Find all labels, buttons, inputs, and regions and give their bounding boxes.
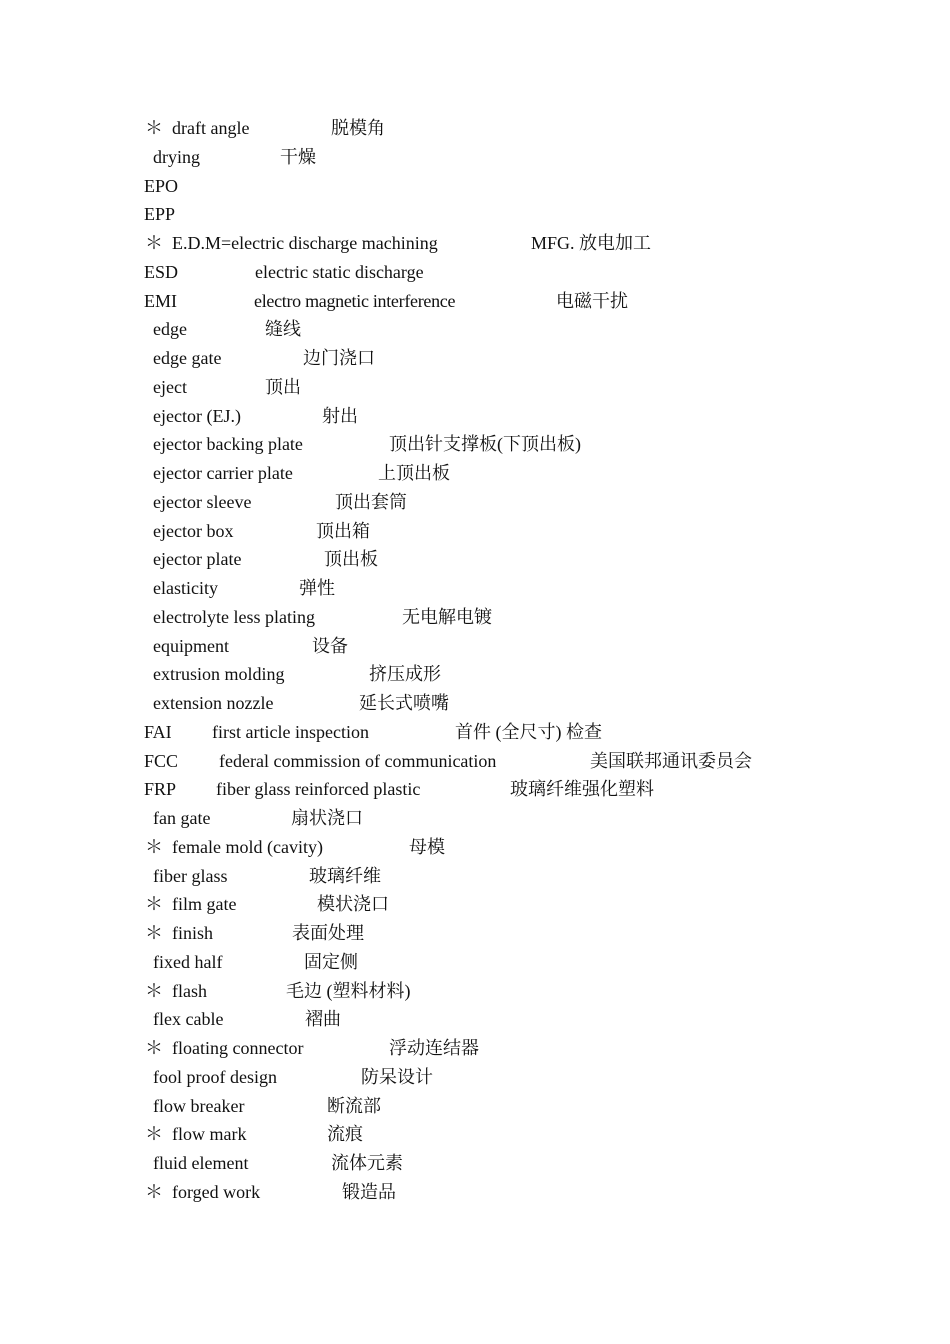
entry-translation: 挤压成形 bbox=[369, 664, 441, 684]
entry-translation: 弹性 bbox=[299, 578, 335, 598]
entry-term: equipment bbox=[153, 636, 229, 656]
entry-term: FRP bbox=[144, 779, 177, 799]
entry-translation: 上顶出板 bbox=[378, 463, 450, 483]
entry-translation: 防呆设计 bbox=[361, 1067, 433, 1087]
entry-translation: 美国联邦通讯委员会 bbox=[590, 751, 752, 771]
star-marker: ＊ bbox=[145, 894, 163, 914]
entry-translation: 浮动连结器 bbox=[389, 1038, 479, 1058]
entry-translation: 断流部 bbox=[327, 1096, 381, 1116]
entry-term: flow mark bbox=[172, 1124, 247, 1144]
entry-term: elasticity bbox=[153, 578, 218, 598]
entry-translation: 顶出板 bbox=[324, 549, 378, 569]
entry-term: floating connector bbox=[172, 1038, 304, 1058]
entry-translation: 延长式喷嘴 bbox=[359, 693, 449, 713]
entry-term: fixed half bbox=[153, 952, 223, 972]
entry-translation: 脱模角 bbox=[331, 118, 385, 138]
entry-term: ejector box bbox=[153, 521, 234, 541]
entry-term: draft angle bbox=[172, 118, 250, 138]
entry-translation: 母模 bbox=[409, 837, 445, 857]
entry-translation: 设备 bbox=[312, 636, 348, 656]
entry-term: FCC bbox=[144, 751, 179, 771]
entry-term: ejector backing plate bbox=[153, 434, 303, 454]
entry-translation: 流体元素 bbox=[331, 1153, 403, 1173]
entry-translation: 褶曲 bbox=[305, 1009, 341, 1029]
entry-term: drying bbox=[153, 147, 200, 167]
entry-translation: 无电解电镀 bbox=[402, 607, 492, 627]
entry-term: electrolyte less plating bbox=[153, 607, 315, 627]
entry-term: fool proof design bbox=[153, 1067, 277, 1087]
entry-term: extension nozzle bbox=[153, 693, 274, 713]
entry-definition: electro magnetic interference bbox=[254, 291, 456, 311]
entry-definition: fiber glass reinforced plastic bbox=[216, 779, 421, 799]
entry-term: ejector sleeve bbox=[153, 492, 252, 512]
entry-term: forged work bbox=[172, 1182, 261, 1202]
star-marker: ＊ bbox=[145, 923, 163, 943]
entry-translation: 边门浇口 bbox=[303, 348, 375, 368]
entry-translation: 顶出套筒 bbox=[335, 492, 407, 512]
entry-term: EMI bbox=[144, 291, 177, 311]
entry-translation: 顶出 bbox=[265, 377, 301, 397]
entry-translation: MFG. 放电加工 bbox=[531, 233, 652, 253]
entry-translation: 表面处理 bbox=[292, 923, 364, 943]
entry-translation: 首件 (全尺寸) 检查 bbox=[455, 722, 602, 742]
entry-translation: 毛边 (塑料材料) bbox=[286, 981, 411, 1001]
entry-term: ESD bbox=[144, 262, 179, 282]
star-marker: ＊ bbox=[145, 837, 163, 857]
star-marker: ＊ bbox=[145, 981, 163, 1001]
entry-translation: 电磁干扰 bbox=[556, 291, 628, 311]
entry-term: female mold (cavity) bbox=[172, 837, 323, 857]
entry-term: ejector (EJ.) bbox=[153, 406, 241, 426]
entry-term: E.D.M=electric discharge machining bbox=[172, 233, 438, 253]
entry-translation: 锻造品 bbox=[342, 1182, 396, 1202]
entry-translation: 流痕 bbox=[327, 1124, 363, 1144]
entry-translation: 顶出箱 bbox=[316, 521, 370, 541]
entry-translation: 干燥 bbox=[280, 147, 316, 167]
star-marker: ＊ bbox=[145, 233, 163, 253]
entry-term: fan gate bbox=[153, 808, 211, 828]
star-marker: ＊ bbox=[145, 1038, 163, 1058]
entry-term: film gate bbox=[172, 894, 237, 914]
entry-term: flow breaker bbox=[153, 1096, 245, 1116]
entry-term: edge gate bbox=[153, 348, 222, 368]
star-marker: ＊ bbox=[145, 1124, 163, 1144]
entry-translation: 缝线 bbox=[265, 319, 301, 339]
entry-term: fiber glass bbox=[153, 866, 228, 886]
entry-term: edge bbox=[153, 319, 187, 339]
entry-definition: electric static discharge bbox=[255, 262, 424, 282]
entry-definition: federal commission of communication bbox=[219, 751, 497, 771]
entry-definition: first article inspection bbox=[212, 722, 369, 742]
entry-term: ejector carrier plate bbox=[153, 463, 293, 483]
entry-term: finish bbox=[172, 923, 214, 943]
entry-term: flash bbox=[172, 981, 207, 1001]
star-marker: ＊ bbox=[145, 1182, 163, 1202]
entry-term: EPP bbox=[144, 204, 176, 224]
entry-term: EPO bbox=[144, 176, 179, 196]
entry-term: FAI bbox=[144, 722, 172, 742]
entry-translation: 顶出针支撑板(下顶出板) bbox=[389, 434, 581, 454]
entry-term: flex cable bbox=[153, 1009, 224, 1029]
entry-term: extrusion molding bbox=[153, 664, 285, 684]
entry-translation: 扇状浇口 bbox=[291, 808, 363, 828]
entry-term: ejector plate bbox=[153, 549, 242, 569]
entry-translation: 模状浇口 bbox=[317, 894, 389, 914]
entry-translation: 玻璃纤维 bbox=[309, 866, 381, 886]
entry-term: fluid element bbox=[153, 1153, 249, 1173]
entry-term: eject bbox=[153, 377, 187, 397]
entry-translation: 固定侧 bbox=[304, 952, 358, 972]
star-marker: ＊ bbox=[145, 118, 163, 138]
entry-translation: 玻璃纤维强化塑料 bbox=[510, 779, 654, 799]
entry-translation: 射出 bbox=[322, 406, 358, 426]
